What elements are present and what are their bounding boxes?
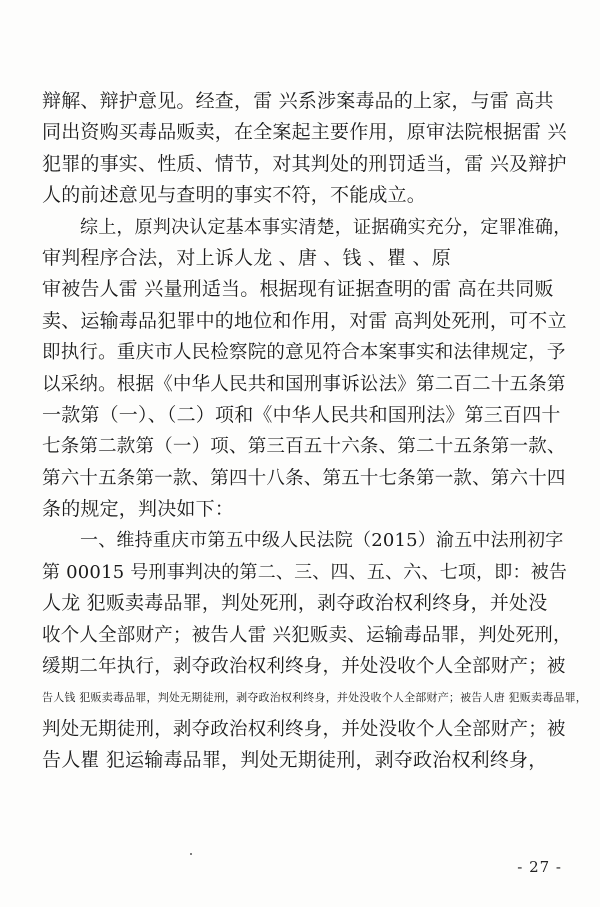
text-line: 条的规定，判决如下：	[42, 498, 235, 521]
text-line: 综上，原判决认定基本事实清楚，证据确实充分，定罪准确，	[80, 216, 572, 238]
text-line: 告人钱 犯贩卖毒品罪，判处无期徒刑，剥夺政治权利终身，并处没收个人全部财产；被告人唐 犯贩卖毒品罪，	[42, 691, 587, 705]
text-line: 一款第（一）、（二）项和《中华人民共和国刑法》第三百四十	[42, 403, 561, 426]
text-line: 收个人全部财产；被告人雷 兴犯贩卖、运输毒品罪，判处死刑，	[42, 624, 572, 646]
text-line: 即执行。重庆市人民检察院的意见符合本案事实和法律规定，予	[42, 342, 566, 364]
text-line: 缓期二年执行，剥夺政治权利终身，并处没收个人全部财产；被	[42, 656, 566, 678]
text-line: 人的前述意见与查明的事实不符，不能成立。	[42, 184, 427, 207]
page-number: - 27 -	[517, 858, 562, 876]
text-line: 第六十五条第一款、第四十八条、第五十七条第一款、第六十四	[42, 467, 566, 489]
text-line: 判处无期徒刑，剥夺政治权利终身，并处没收个人全部财产；被	[42, 718, 566, 740]
text-line: 同出资购买毒品贩卖，在全案起主要作用，原审法院根据雷 兴	[42, 121, 567, 144]
text-line: 第 00015 号刑事判决的第二、三、四、五、六、七项，即：被告	[42, 561, 568, 583]
scan-speck	[190, 853, 192, 855]
text-line: 一、维持重庆市第五中级人民法院（2015）渝五中法刑初字	[80, 530, 564, 552]
text-line: 卖、运输毒品犯罪中的地位和作用，对雷 高判处死刑，可不立	[42, 309, 567, 332]
text-line: 审被告人雷 兴量刑适当。根据现有证据查明的雷 高在共同贩	[42, 278, 554, 301]
text-line: 辩解、辩护意见。经查，雷 兴系涉案毒品的上家，与雷 高共	[42, 90, 554, 112]
text-line: 审判程序合法，对上诉人龙 、唐 、钱 、瞿 、原	[42, 246, 451, 269]
text-line: 告人瞿 犯运输毒品罪，判处无期徒刑，剥夺政治权利终身，	[42, 749, 548, 772]
judgment-body-text	[42, 86, 587, 777]
text-line: 人龙 犯贩卖毒品罪，判处死刑，剥夺政治权利终身，并处没	[42, 592, 548, 615]
text-line: 七条第二款第（一）项、第三百五十六条、第二十五条第一款、	[42, 436, 566, 458]
text-line: 以采纳。根据《中华人民共和国刑事诉讼法》第二百二十五条第	[42, 373, 566, 395]
text-line: 犯罪的事实、性质、情节，对其判处的刑罚适当，雷 兴及辩护	[42, 152, 567, 175]
